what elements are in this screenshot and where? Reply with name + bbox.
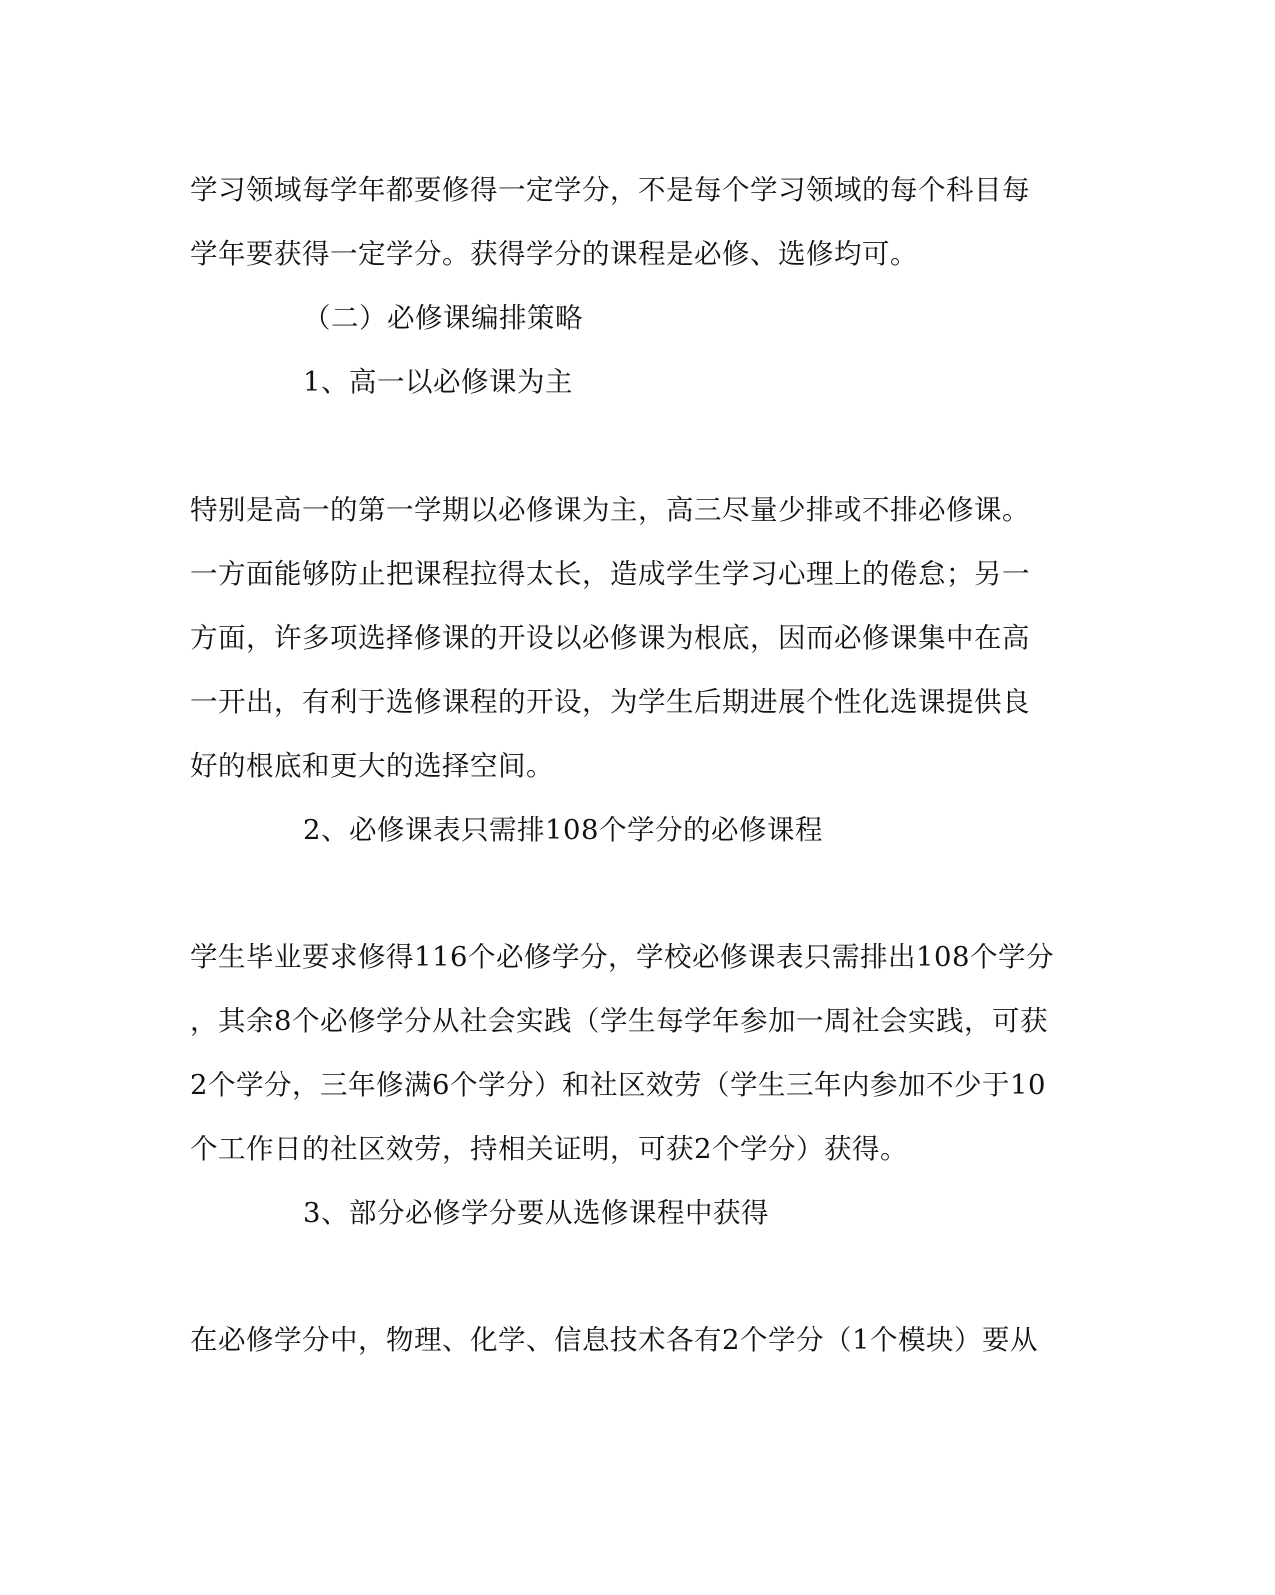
subsection-heading: 2、必修课表只需排108个学分的必修课程: [303, 814, 823, 846]
subsection-heading: 3、部分必修学分要从选修课程中获得: [303, 1197, 769, 1229]
paragraph-line: 学生毕业要求修得116个必修学分，学校必修课表只需排出108个学分: [190, 941, 1054, 973]
paragraph-line: 好的根底和更大的选择空间。: [190, 750, 554, 782]
paragraph-line: 一开出，有利于选修课程的开设，为学生后期进展个性化选课提供良: [190, 686, 1030, 718]
section-heading: （二）必修课编排策略: [303, 302, 583, 334]
paragraph-line: 方面，许多项选择修课的开设以必修课为根底，因而必修课集中在高: [190, 622, 1030, 654]
paragraph-line: 个工作日的社区效劳，持相关证明，可获2个学分）获得。: [190, 1133, 908, 1165]
paragraph-line: 学习领域每学年都要修得一定学分，不是每个学习领域的每个科目每: [190, 174, 1030, 206]
paragraph-line: 特别是高一的第一学期以必修课为主，高三尽量少排或不排必修课。: [190, 494, 1030, 526]
paragraph-line: 一方面能够防止把课程拉得太长，造成学生学习心理上的倦怠；另一: [190, 558, 1030, 590]
paragraph-line: ，其余8个必修学分从社会实践（学生每学年参加一周社会实践，可获: [190, 1005, 1048, 1037]
paragraph-line: 学年要获得一定学分。获得学分的课程是必修、选修均可。: [190, 238, 918, 270]
paragraph-line: 在必修学分中，物理、化学、信息技术各有2个学分（1个模块）要从: [190, 1324, 1038, 1356]
subsection-heading: 1、高一以必修课为主: [303, 366, 573, 398]
paragraph-line: 2个学分，三年修满6个学分）和社区效劳（学生三年内参加不少于10: [190, 1069, 1046, 1101]
